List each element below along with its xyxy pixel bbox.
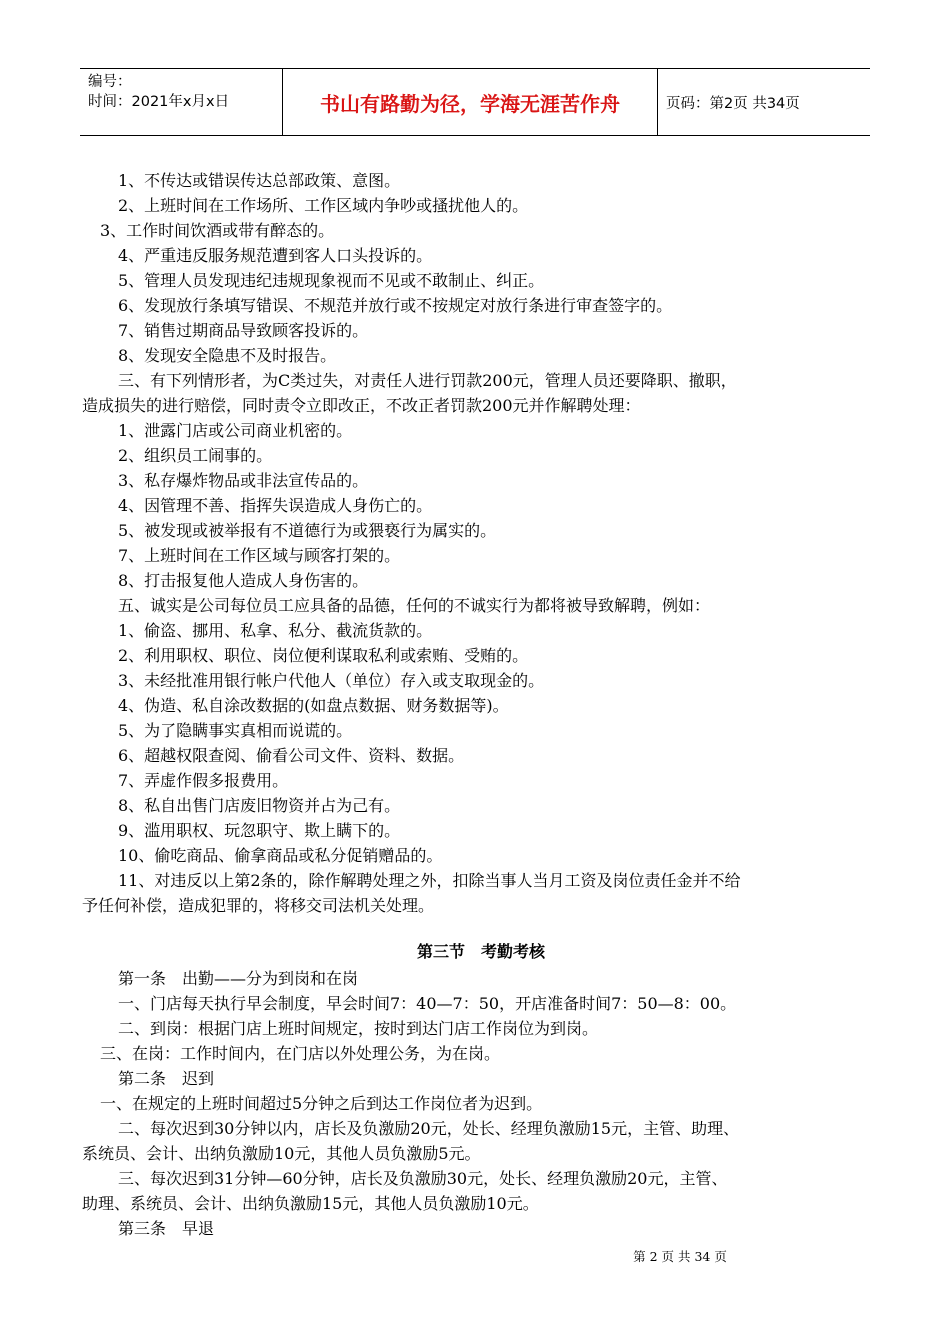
paragraph-line: 第三条 早退 bbox=[118, 1219, 215, 1238]
paragraph-line: 二、每次迟到30分钟以内，店长及负激励20元，处长、经理负激励15元，主管、助理、 bbox=[118, 1119, 740, 1138]
paragraph-line: 三、有下列情形者，为C类过失，对责任人进行罚款200元，管理人员还要降职、撤职， bbox=[118, 371, 737, 390]
paragraph-line: 5、被发现或被举报有不道德行为或猥亵行为属实的。 bbox=[118, 521, 497, 540]
paragraph-line: 3、未经批准用银行帐户代他人（单位）存入或支取现金的。 bbox=[118, 671, 545, 690]
paragraph-line: 11、对违反以上第2条的，除作解聘处理之外，扣除当事人当月工资及岗位责任金并不给 bbox=[118, 871, 741, 890]
paragraph-line: 6、发现放行条填写错误、不规范并放行或不按规定对放行条进行审查签字的。 bbox=[118, 296, 673, 315]
paragraph-line: 3、工作时间饮酒或带有醉态的。 bbox=[100, 221, 335, 240]
paragraph-line: 1、偷盗、挪用、私拿、私分、截流货款的。 bbox=[118, 621, 433, 640]
section-title: 第三节 考勤考核 bbox=[416, 942, 545, 961]
paragraph-line: 五、诚实是公司每位员工应具备的品德，任何的不诚实行为都将被导致解聘，例如： bbox=[118, 596, 711, 615]
paragraph-line: 8、发现安全隐患不及时报告。 bbox=[118, 346, 337, 365]
paragraph-line: 7、销售过期商品导致顾客投诉的。 bbox=[118, 321, 369, 340]
paragraph-line: 第二条 迟到 bbox=[118, 1069, 215, 1088]
header-number-label: 编号： bbox=[88, 74, 132, 90]
header-page-info: 页码：第2页 共34页 bbox=[666, 95, 800, 112]
page-header bbox=[80, 68, 870, 136]
paragraph-line: 8、打击报复他人造成人身伤害的。 bbox=[118, 571, 369, 590]
paragraph-line: 2、上班时间在工作场所、工作区域内争吵或搔扰他人的。 bbox=[118, 196, 529, 215]
paragraph-line: 1、泄露门店或公司商业机密的。 bbox=[118, 421, 353, 440]
paragraph-line: 8、私自出售门店废旧物资并占为己有。 bbox=[118, 796, 401, 815]
paragraph-line: 助理、系统员、会计、出纳负激励15元，其他人员负激励10元。 bbox=[82, 1194, 539, 1213]
section-gap bbox=[82, 918, 882, 938]
paragraph-line: 造成损失的进行赔偿，同时责令立即改正，不改正者罚款200元并作解聘处理： bbox=[82, 396, 641, 415]
paragraph-line: 7、上班时间在工作区域与顾客打架的。 bbox=[118, 546, 401, 565]
paragraph-line: 三、每次迟到31分钟—60分钟，店长及负激励30元，处长、经理负激励20元，主管、 bbox=[118, 1169, 728, 1188]
paragraph-line: 一、门店每天执行早会制度，早会时间7：40—7：50，开店准备时间7：50—8：00。 bbox=[118, 994, 737, 1013]
paragraph-line: 3、私存爆炸物品或非法宣传品的。 bbox=[118, 471, 369, 490]
paragraph-line: 1、不传达或错误传达总部政策、意图。 bbox=[118, 171, 401, 190]
paragraph-line: 4、因管理不善、指挥失误造成人身伤亡的。 bbox=[118, 496, 433, 515]
paragraph-line: 5、管理人员发现违纪违规现象视而不见或不敢制止、纠正。 bbox=[118, 271, 545, 290]
paragraph-line: 4、伪造、私自涂改数据的(如盘点数据、财务数据等)。 bbox=[118, 696, 509, 715]
paragraph-line: 9、滥用职权、玩忽职守、欺上瞒下的。 bbox=[118, 821, 401, 840]
paragraph-line: 2、利用职权、职位、岗位便利谋取私利或索贿、受贿的。 bbox=[118, 646, 529, 665]
paragraph-line: 二、到岗：根据门店上班时间规定，按时到达门店工作岗位为到岗。 bbox=[118, 1019, 599, 1038]
header-motto: 书山有路勤为径，学海无涯苦作舟 bbox=[283, 69, 658, 135]
paragraph-line: 三、在岗：工作时间内，在门店以外处理公务，为在岗。 bbox=[100, 1044, 501, 1063]
header-meta bbox=[80, 69, 283, 135]
paragraph-line: 10、偷吃商品、偷拿商品或私分促销赠品的。 bbox=[118, 846, 443, 865]
page-footer bbox=[0, 1247, 950, 1265]
paragraph-line: 5、为了隐瞒事实真相而说谎的。 bbox=[118, 721, 353, 740]
paragraph-line: 一、在规定的上班时间超过5分钟之后到达工作岗位者为迟到。 bbox=[100, 1094, 543, 1113]
paragraph-line: 予任何补偿，造成犯罪的，将移交司法机关处理。 bbox=[82, 896, 435, 915]
document-body bbox=[82, 168, 882, 1241]
paragraph-line: 6、超越权限查阅、偷看公司文件、资料、数据。 bbox=[118, 746, 465, 765]
paragraph-line: 第一条 出勤——分为到岗和在岗 bbox=[118, 969, 359, 988]
paragraph-line: 7、弄虚作假多报费用。 bbox=[118, 771, 289, 790]
paragraph-line: 4、严重违反服务规范遭到客人口头投诉的。 bbox=[118, 246, 433, 265]
footer-page-number: 第 2 页 共 34 页 bbox=[633, 1249, 727, 1264]
header-date-label: 时间：2021年x月x日 bbox=[88, 94, 230, 110]
paragraph-line: 系统员、会计、出纳负激励10元，其他人员负激励5元。 bbox=[82, 1144, 481, 1163]
paragraph-line: 2、组织员工闹事的。 bbox=[118, 446, 273, 465]
